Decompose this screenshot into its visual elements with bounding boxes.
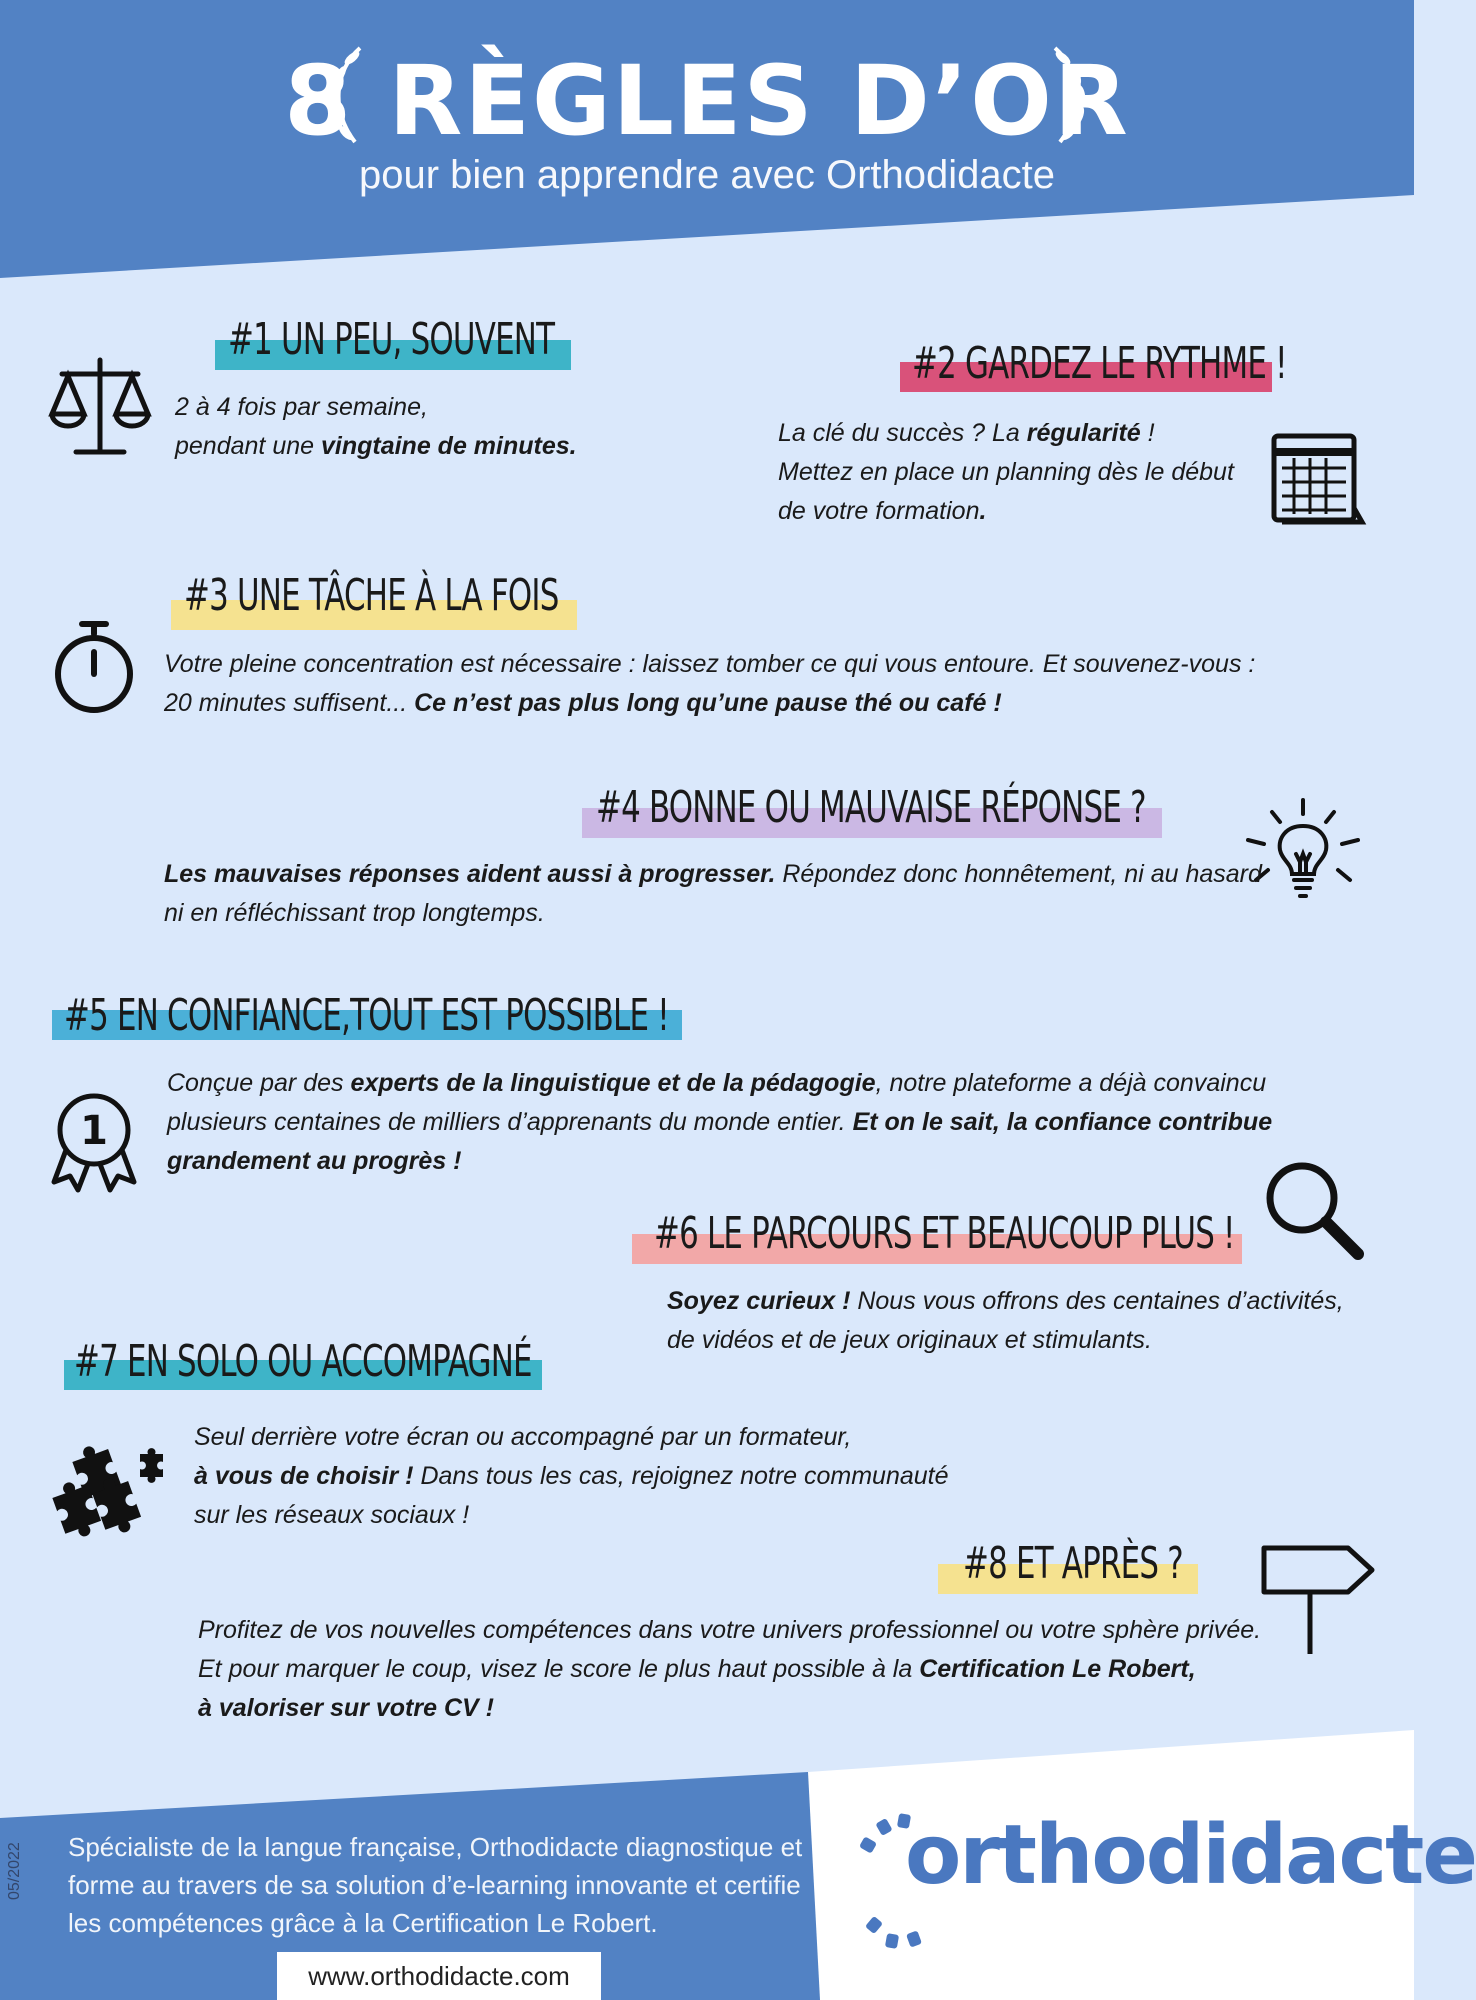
rule-7-text: Seul derrière votre écran ou accompagné par un formateur, à vous de choisir ! Dans tous les cas, rejoignez notre communauté sur les réseaux sociaux ! <box>194 1423 949 1529</box>
stopwatch-icon <box>52 618 136 714</box>
rule-2-text: La clé du succès ? La régularité ! Mettez en place un planning dès le début de votre formation. <box>778 419 1234 525</box>
signpost-icon <box>1260 1542 1376 1658</box>
rule-7-title: #7 EN SOLO OU ACCOMPAGNÉ <box>74 1336 532 1387</box>
rule-3-text: Votre pleine concentration est nécessaire : laissez tomber ce qui vous entoure. Et souvenez-vous : 20 minutes suffisent... Ce n’est pas plus long qu’une pause thé ou café ! <box>164 650 1256 717</box>
calendar-icon <box>1270 428 1362 526</box>
award-medal-icon <box>50 1090 138 1194</box>
footer-description: Spécialiste de la langue française, Orthodidacte diagnostique et forme au travers de sa solution d’e-learning innovante et certifie les compétences grâce à la Certification Le Robert. <box>68 1832 803 1938</box>
rule-6-text: Soyez curieux ! Nous vous offrons des centaines d’activités, de vidéos et de jeux originaux et stimulants. <box>667 1287 1344 1354</box>
brand-logo[interactable]: orthodidacte <box>905 1808 1476 1903</box>
rule-1-text: 2 à 4 fois par semaine, pendant une vingtaine de minutes. <box>175 393 577 460</box>
rule-4-title: #4 BONNE OU MAUVAISE RÉPONSE ? <box>596 782 1146 833</box>
rule-6-title: #6 LE PARCOURS ET BEAUCOUP PLUS ! <box>654 1208 1235 1259</box>
puzzle-icon <box>48 1434 170 1544</box>
rule-2-title: #2 GARDEZ LE RYTHME ! <box>912 338 1287 389</box>
website-link[interactable]: www.orthodidacte.com <box>277 1952 601 2000</box>
svg-text:1: 1 <box>80 1108 108 1154</box>
rule-5-title: #5 EN CONFIANCE,TOUT EST POSSIBLE ! <box>64 990 669 1041</box>
page-title: 8 RÈGLES D’OR <box>284 45 1130 157</box>
rule-8-title: #8 ET APRÈS ? <box>963 1538 1183 1589</box>
rule-5-text: Conçue par des experts de la linguistique et de la pédagogie, notre plateforme a déjà convaincu plusieurs centaines de milliers d’apprenants du monde entier. Et on le sait, la confiance contribue grandement au progrès ! <box>167 1069 1273 1175</box>
page-subtitle: pour bien apprendre avec Orthodidacte <box>358 153 1055 197</box>
publication-date: 05/2022 <box>6 1842 23 1900</box>
scale-icon <box>48 352 152 462</box>
magnifier-icon <box>1262 1158 1368 1264</box>
rule-4-text: Les mauvaises réponses aident aussi à progresser. Répondez donc honnêtement, ni au hasard ni en réfléchissant trop longtemps. <box>164 860 1262 927</box>
rule-1-title: #1 UN PEU, SOUVENT <box>228 314 555 365</box>
rule-3-title: #3 UNE TÂCHE À LA FOIS <box>184 570 559 621</box>
rule-8-text: Profitez de vos nouvelles compétences dans votre univers professionnel ou votre sphère privée. Et pour marquer le coup, visez le score le plus haut possible à la Certification Le Robert, à valoriser sur votre CV ! <box>198 1616 1262 1722</box>
